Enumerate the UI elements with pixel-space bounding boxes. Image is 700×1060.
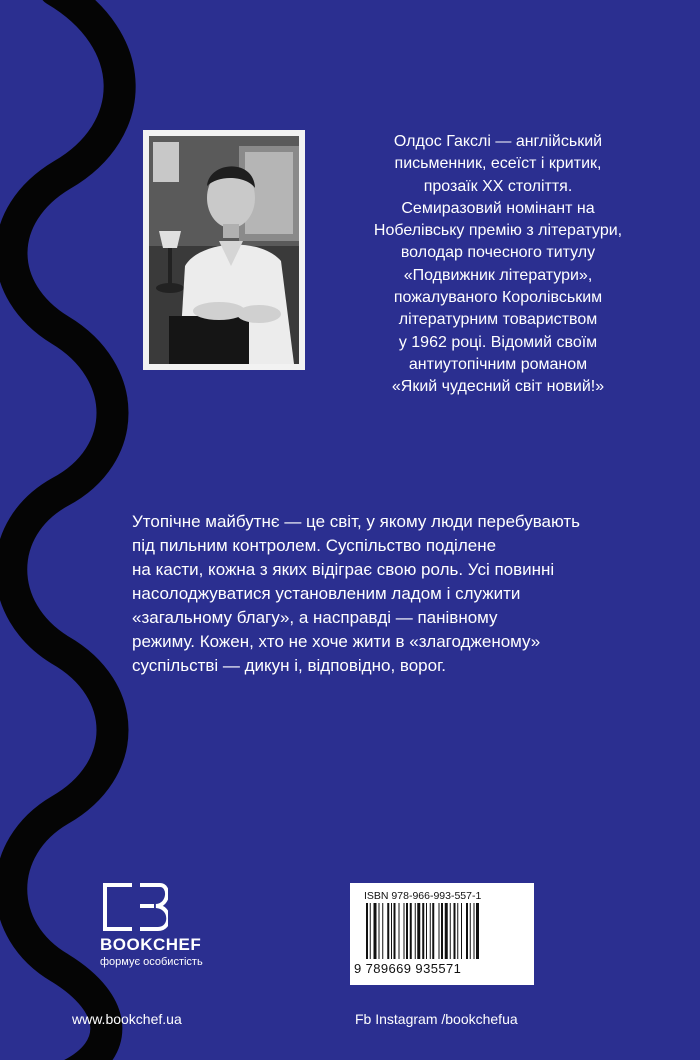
barcode-bar (441, 903, 443, 959)
bio-line: пожалуваного Королівським (393, 289, 603, 307)
blurb-line: суспільстві — дикун і, відповідно, ворог. (132, 656, 446, 675)
book-blurb (132, 510, 602, 678)
barcode-bar (457, 903, 458, 959)
barcode-bar (430, 903, 431, 959)
blurb-line: насолоджуватися установленим ладом і служити (132, 584, 521, 603)
author-portrait-icon (149, 136, 299, 364)
bio-line: володар почесного титулу (400, 244, 596, 262)
barcode-bar (432, 903, 434, 959)
bookchef-logo-icon (102, 882, 168, 932)
bio-line: Олдос Гакслі — англійський (393, 133, 603, 150)
author-photo (143, 130, 305, 370)
barcode (350, 883, 534, 985)
bio-line: прозаїк XX століття. (423, 177, 573, 195)
barcode-bar (391, 903, 392, 959)
barcode-bar (394, 903, 396, 959)
publisher-name: BOOKCHEF (100, 935, 202, 954)
publisher-logo (100, 882, 210, 982)
barcode-bars (364, 903, 520, 963)
bio-line: у 1962 році. Відомий своїм (398, 333, 598, 351)
barcode-bar (474, 903, 475, 959)
barcode-bar (379, 903, 380, 959)
barcode-bar (439, 903, 440, 959)
publisher-social: Fb Instagram /bookchefua (355, 1011, 518, 1027)
barcode-bar (466, 903, 468, 959)
barcode-bar (461, 903, 462, 959)
blurb-line: «загальному благу», а насправді — панівному (132, 608, 498, 627)
barcode-bar (445, 903, 448, 959)
barcode-bar (410, 903, 412, 959)
blurb-line: режиму. Кожен, хто не хоче жити в «злагодженому» (132, 632, 541, 651)
barcode-bar (370, 903, 371, 959)
blurb-line: під пильним контролем. Суспільство поділене (132, 536, 497, 555)
publisher-website: www.bookchef.ua (72, 1011, 182, 1027)
barcode-bar (406, 903, 408, 959)
bio-line: «Подвижник літератури», (403, 266, 593, 284)
barcode-bar (387, 903, 389, 959)
barcode-bar (476, 903, 479, 959)
blurb-line: на касти, кожна з яких відіграє свою роль. Усі повинні (132, 560, 555, 579)
barcode-bar (374, 903, 377, 959)
barcode-bar (366, 903, 368, 959)
author-bio (318, 131, 678, 399)
isbn-label: ISBN 978-966-993-557-1 (364, 890, 482, 902)
barcode-bar (470, 903, 471, 959)
bio-line: «Який чудесний світ новий!» (391, 378, 605, 396)
barcode-bar (450, 903, 451, 959)
barcode-bar (426, 903, 427, 959)
publisher-tagline: формує особистість (100, 956, 203, 968)
barcode-bar (415, 903, 416, 959)
bio-line: літературним товариством (398, 311, 598, 329)
barcode-bar (382, 903, 383, 959)
barcode-bar (422, 903, 424, 959)
barcode-bar (399, 903, 400, 959)
barcode-bar (404, 903, 405, 959)
barcode-bar (454, 903, 456, 959)
barcode-digits: 9 789669 935571 (354, 961, 462, 976)
barcode-bar (417, 903, 420, 959)
bio-line: письменник, есеїст і критик, (394, 155, 602, 173)
blurb-line: Утопічне майбутнє — це світ, у якому люди перебувають (132, 512, 581, 531)
bio-line: Нобелівську премію з літератури, (373, 222, 623, 240)
bio-line: антиутопічним романом (408, 355, 588, 373)
bio-line: Семиразовий номінант на (401, 199, 595, 217)
